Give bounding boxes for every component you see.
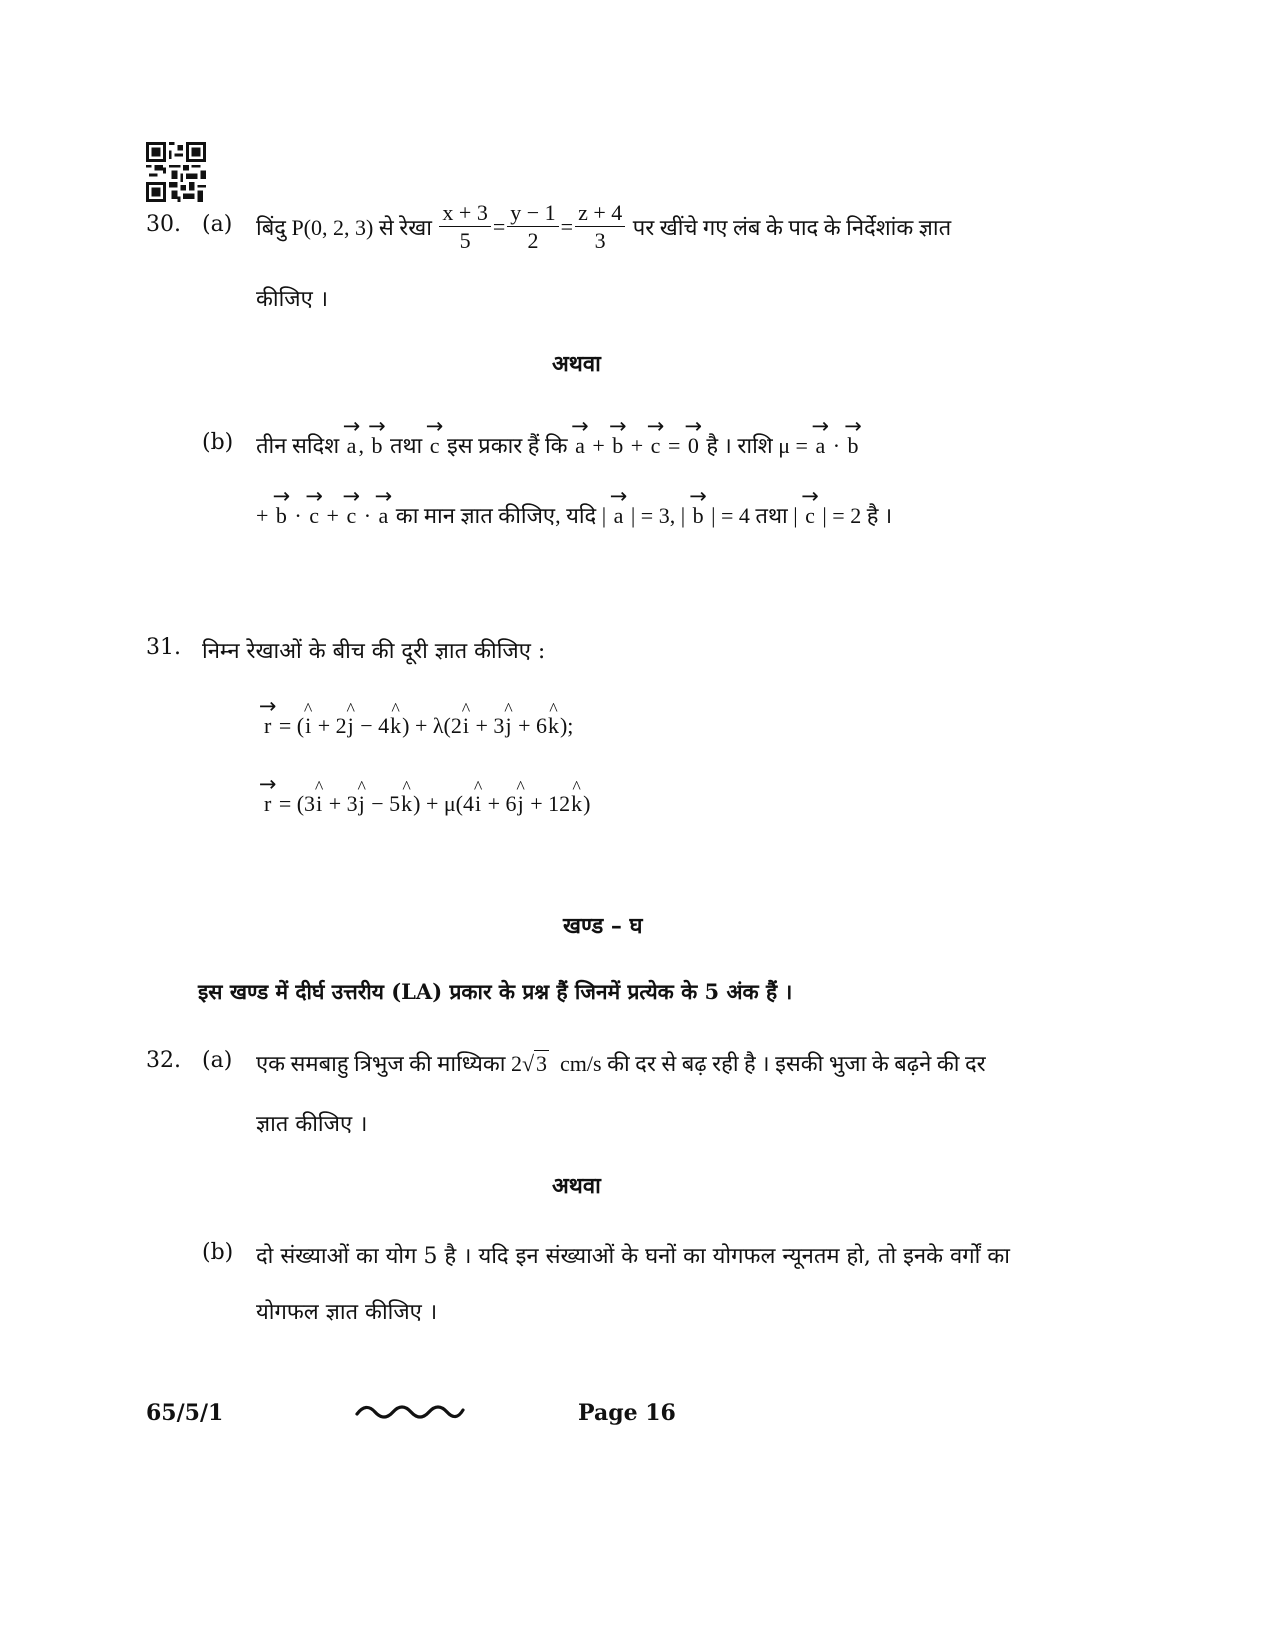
q32b-text-cont: योगफल ज्ञात कीजिए ।	[256, 1300, 438, 1325]
vector-b: → b	[369, 433, 384, 459]
fraction-y: $\frac{y - 1}{2}$	[507, 200, 558, 255]
paper-code: 65/5/1	[146, 1400, 224, 1426]
fraction-x: $\frac{x + 3}{5}$	[439, 200, 490, 255]
unit-j: ^ j	[517, 791, 525, 817]
q32a-line: एक समबाहु त्रिभुज की माध्यिका 2√3 cm/s की दर से बढ़ रही है । इसकी भुजा के बढ़ने की दर	[256, 1051, 986, 1076]
q31-line-2: → r = (3^ i + 3^ j − 5^ k) + μ(4^ i + 6^ j + 12^ k)	[262, 791, 590, 817]
unit-k: ^ k	[570, 791, 583, 817]
unit-i: ^ i	[462, 713, 470, 739]
unit-i: ^ i	[474, 791, 482, 817]
vector-a: → a	[573, 433, 587, 459]
page-number: Page 16	[578, 1400, 676, 1426]
unit-j: ^ j	[358, 791, 366, 817]
or-divider: अथवा	[552, 1173, 601, 1199]
unit-k: ^ k	[400, 791, 413, 817]
section-title: खण्ड – घ	[563, 913, 643, 939]
vector-a: → a	[813, 433, 827, 459]
vector-r: → r	[262, 713, 273, 739]
vector-c: → c	[428, 433, 442, 459]
part-label: (b)	[202, 1240, 234, 1265]
unit-k: ^ k	[389, 713, 402, 739]
or-divider: अथवा	[552, 351, 601, 377]
q30b-line-1: तीन सदिश → a, → b तथा → c इस प्रकार हैं कि → a + → b + → c = → 0 है । राशि μ = → a · → b	[256, 430, 861, 460]
vector-c: → c	[344, 503, 358, 529]
part-label: (b)	[202, 430, 234, 455]
q31-line-1: → r = (^ i + 2^ j − 4^ k) + λ(2^ i + 3^ j + 6^ k);	[262, 713, 573, 739]
unit-j: ^ j	[504, 713, 512, 739]
unit-i: ^ i	[304, 713, 312, 739]
fraction-z: $\frac{z + 4}{3}$	[575, 200, 625, 255]
part-label: (a)	[202, 1048, 233, 1073]
vector-r: → r	[262, 791, 273, 817]
vector-b: → b	[610, 433, 625, 459]
vector-b: → b	[274, 503, 289, 529]
q30a-line: बिंदु P(0, 2, 3) से रेखा $\frac{x + 3}{5}$ = $\frac{y - 1}{2}$ = $\frac{z + 4}{3}$ पर खींचे गए लंब के पाद के निर्देशांक ज्ञात	[256, 199, 952, 253]
vector-c: → c	[307, 503, 321, 529]
q30a-text-cont: कीजिए ।	[256, 287, 329, 312]
question-number: 31.	[146, 635, 181, 660]
q30a-text: बिंदु P(0, 2, 3) से रेखा	[256, 215, 432, 240]
q32a-text-cont: ज्ञात कीजिए ।	[256, 1112, 368, 1137]
sqrt-expression: √3	[521, 1051, 548, 1076]
vector-c: → c	[803, 503, 817, 529]
unit-i: ^ i	[315, 791, 323, 817]
q32b-text: दो संख्याओं का योग 5 है । यदि इन संख्याओं के घनों का योगफल न्यूनतम हो, तो इनके वर्गों का	[256, 1244, 1010, 1269]
wave-ornament-icon	[355, 1398, 465, 1424]
q30b-line-2: + → b · → c + → c · → a का मान ज्ञात कीजिए, यदि | → a | = 3, | → b | = 4 तथा | → c | = 2 है ।	[256, 500, 892, 530]
vector-a: → a	[345, 433, 359, 459]
q31-text: निम्न रेखाओं के बीच की दूरी ज्ञात कीजिए :	[202, 639, 546, 664]
vector-b: → b	[691, 503, 706, 529]
section-instruction: इस खण्ड में दीर्घ उत्तरीय (LA) प्रकार के प्रश्न हैं जिनमें प्रत्येक के 5 अंक हैं ।	[198, 979, 793, 1004]
unit-k: ^ k	[547, 713, 560, 739]
question-number: 30.	[146, 212, 181, 237]
unit-j: ^ j	[347, 713, 355, 739]
vector-a: → a	[612, 503, 626, 529]
vector-zero: → 0	[686, 433, 701, 459]
qr-code-icon	[146, 142, 206, 202]
vector-a: → a	[377, 503, 391, 529]
q30a-text: पर खींचे गए लंब के पाद के निर्देशांक ज्ञात	[632, 215, 952, 240]
vector-b: → b	[846, 433, 861, 459]
vector-c: → c	[649, 433, 663, 459]
question-number: 32.	[146, 1048, 181, 1073]
part-label: (a)	[202, 212, 233, 237]
